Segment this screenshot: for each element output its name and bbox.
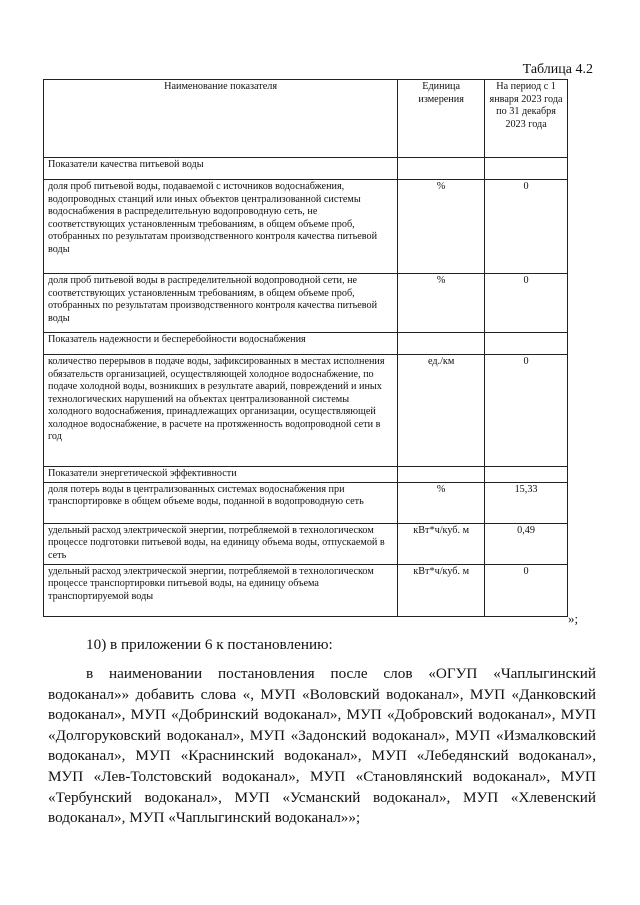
- table-row: [44, 482, 568, 523]
- indicator-name: количество перерывов в подаче воды, зафиксированных в местах исполнения обязательств организацией, осуществляющей холодное водоснабжение, по подаче холодной воды, возникших в результате аварий, повреждений и иных технологических нарушений на объектах централизованной системы холодного водоснабжения, принадлежащих организации, осуществляющей холодное водоснабжение, в расчете на протяженность водопроводной сети в год: [44, 355, 398, 467]
- section-label: Показатели энергетической эффективности: [44, 467, 398, 483]
- indicator-unit: ед./км: [398, 355, 485, 467]
- indicator-value: 0: [485, 564, 568, 616]
- indicator-name: удельный расход электрической энергии, потребляемой в технологическом процессе транспортировки питьевой воды, на единицу объема транспортируемой воды: [44, 564, 398, 616]
- indicator-name: доля проб питьевой воды в распределительной водопроводной сети, не соответствующих установленным требованиям, в общем объеме проб, отобранных по результатам производственного контроля качества питьевой воды: [44, 274, 398, 333]
- table-row-section-energy: [44, 467, 568, 483]
- table-row: [44, 523, 568, 564]
- indicator-value: 15,33: [485, 482, 568, 523]
- table-row-section-quality: [44, 158, 568, 180]
- indicator-name: удельный расход электрической энергии, потребляемой в технологическом процессе подготовки питьевой воды, на единицу объема воды, отпускаемой в сеть: [44, 523, 398, 564]
- paragraph-item-10: 10) в приложении 6 к постановлению:: [86, 636, 333, 653]
- section-label: Показатели качества питьевой воды: [44, 158, 398, 180]
- header-name: Наименование показателя: [44, 80, 398, 158]
- header-period: На период с 1 января 2023 года по 31 декабря 2023 года: [485, 80, 568, 158]
- table-header-row: [44, 80, 568, 158]
- table-row: [44, 564, 568, 616]
- indicator-unit: %: [398, 482, 485, 523]
- section-label: Показатель надежности и бесперебойности водоснабжения: [44, 333, 398, 355]
- table-caption: Таблица 4.2: [522, 62, 593, 77]
- table-row: [44, 180, 568, 274]
- indicator-unit: кВт*ч/куб. м: [398, 523, 485, 564]
- indicator-unit: кВт*ч/куб. м: [398, 564, 485, 616]
- table-row: [44, 355, 568, 467]
- table-closing-quote: »;: [568, 611, 579, 626]
- table-row-section-reliability: [44, 333, 568, 355]
- indicator-value: 0,49: [485, 523, 568, 564]
- indicator-name: доля потерь воды в централизованных системах водоснабжения при транспортировке в общем объеме воды, поданной в водопроводную сеть: [44, 482, 398, 523]
- indicator-value: 0: [485, 274, 568, 333]
- indicator-name: доля проб питьевой воды, подаваемой с источников водоснабжения, водопроводных станций или иных объектов централизованной системы водоснабжения в распределительную водопроводную сеть, не соответствующих установленным требованиям, в общем объеме проб, отобранных по результатам производственного контроля качества питьевой воды: [44, 180, 398, 274]
- indicator-value: 0: [485, 180, 568, 274]
- header-unit: Единица измерения: [398, 80, 485, 158]
- indicator-unit: %: [398, 180, 485, 274]
- table-row: [44, 274, 568, 333]
- indicators-table: [43, 79, 568, 617]
- indicator-value: 0: [485, 355, 568, 467]
- indicator-unit: %: [398, 274, 485, 333]
- paragraph-amendment: в наименовании постановления после слов «ОГУП «Чаплыгинский водоканал»» добавить слова «, МУП «Воловский водоканал», МУП «Данковский водоканал», МУП «Добринский водоканал», МУП «Добровский водоканал», МУП «Долгоруковский водоканал», МУП «Задонский водоканал», МУП «Измалковский водоканал», МУП «Краснинский водоканал», МУП «Лебедянский водоканал», МУП «Лев-Толстовский водоканал», МУП «Становлянский водоканал», МУП «Тербунский водоканал», МУП «Усманский водоканал», МУП «Хлевенский водоканал», МУП «Чаплыгинский водоканал»»;: [48, 665, 596, 827]
